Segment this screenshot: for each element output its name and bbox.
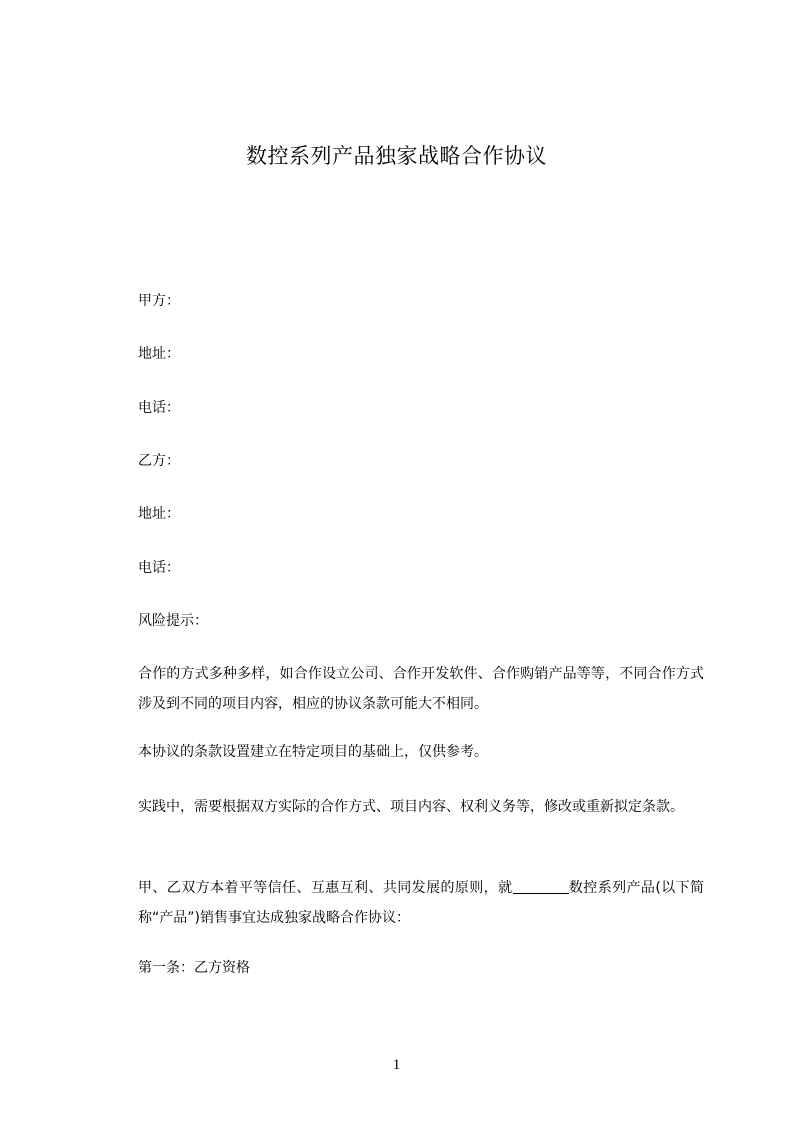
page-number: 1 [392, 1057, 401, 1073]
risk-paragraph-2 [104, 737, 704, 767]
risk-paragraph-3-text: 实践中，需要根据双方实际的合作方式、项目内容、权利义务等，修改或重新拟定条款。 [138, 799, 684, 815]
risk-paragraph-1-text: 合作的方式多种多样，如合作设立公司、合作开发软件、合作购销产品等等，不同合作方式涉及到不同的项目内容，相应的协议条款可能大不相同。 [138, 666, 704, 712]
party-b-phone-label: 电话： [138, 560, 180, 576]
article-1-heading: 第一条：乙方资格 [138, 960, 250, 976]
risk-paragraph-3 [104, 792, 704, 822]
preamble-text-start: 甲、乙双方本着平等信任、互惠互利、共同发展的原则，就 [138, 880, 513, 896]
party-a-name-label: 甲方： [138, 293, 180, 309]
party-b-name-label: 乙方： [138, 453, 180, 469]
preamble-text-end: 数控系列产品(以下简称“产品”)销售事宜达成独家战略合作协议： [138, 880, 704, 926]
preamble-paragraph [104, 873, 704, 933]
product-name-blank [513, 879, 569, 894]
party-a-address-label: 地址： [138, 346, 180, 362]
risk-heading: 风险提示： [138, 613, 208, 629]
party-a-phone-label: 电话： [138, 400, 180, 416]
risk-paragraph-1 [104, 659, 704, 719]
party-b-address-label: 地址： [138, 506, 180, 522]
document-title: 数控系列产品独家战略合作协议 [246, 144, 547, 168]
risk-paragraph-2-text: 本协议的条款设置建立在特定项目的基础上，仅供参考。 [138, 744, 488, 760]
